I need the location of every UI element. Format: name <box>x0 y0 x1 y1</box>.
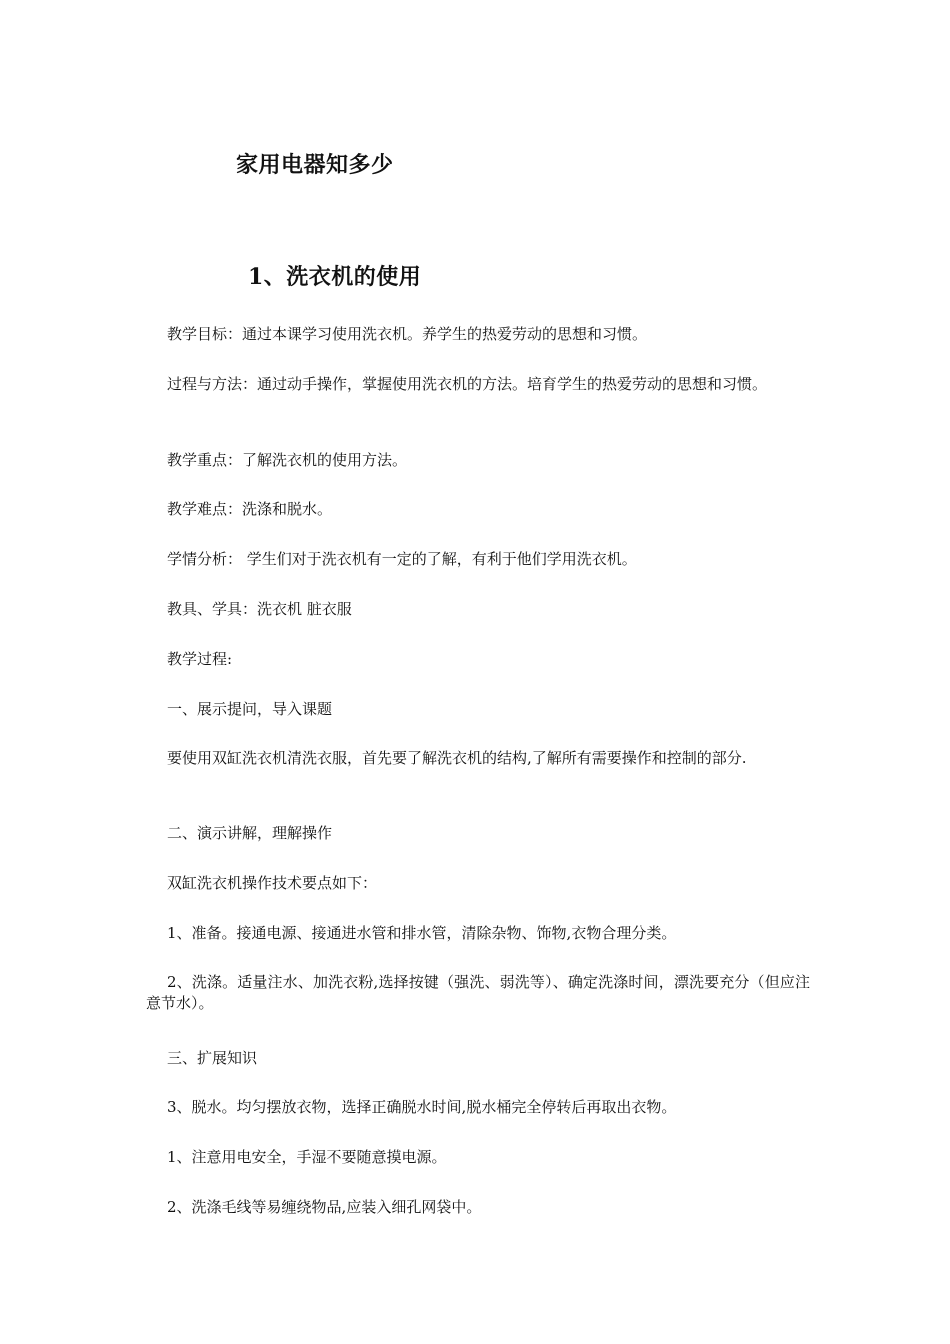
paragraph-learner-analysis: 学情分析： 学生们对于洗衣机有一定的了解，有利于他们学用洗衣机。 <box>167 550 637 568</box>
paragraph-key-point: 教学重点：了解洗衣机的使用方法。 <box>167 451 408 469</box>
paragraph-teaching-process: 教学过程: <box>167 650 233 668</box>
paragraph-process-method: 过程与方法：通过动手操作，掌握使用洗衣机的方法。培育学生的热爱劳动的思想和习惯。 <box>167 375 768 393</box>
list-item-preparation: 1、准备。接通电源、接通进水管和排水管，清除杂物、饰物,衣物合理分类。 <box>167 924 677 942</box>
paragraph-difficulty: 教学难点：洗涤和脱水。 <box>167 500 333 518</box>
list-item-washing: 2、洗涤。适量注水、加洗衣粉,选择按键（强洗、弱洗等）、确定洗涤时间，漂洗要充分（但应注意节水）。 <box>146 973 810 1012</box>
paragraph-intro: 要使用双缸洗衣机清洗衣服，首先要了解洗衣机的结构,了解所有需要操作和控制的部分. <box>167 749 747 767</box>
paragraph-teaching-tools: 教具、学具：洗衣机 脏衣服 <box>167 600 352 618</box>
section-heading-2: 二、演示讲解，理解操作 <box>167 824 333 842</box>
lesson-title: 1、洗衣机的使用 <box>248 264 422 290</box>
list-item-wool-items: 2、洗涤毛线等易缠绕物品,应装入细孔网袋中。 <box>167 1198 482 1216</box>
list-item-electric-safety: 1、注意用电安全，手湿不要随意摸电源。 <box>167 1148 447 1166</box>
section-heading-3: 三、扩展知识 <box>167 1049 258 1067</box>
paragraph-teaching-goal: 教学目标：通过本课学习使用洗衣机。养学生的热爱劳动的思想和习惯。 <box>167 325 648 343</box>
section-heading-1: 一、展示提问，导入课题 <box>167 700 333 718</box>
paragraph-operation-points: 双缸洗衣机操作技术要点如下： <box>167 874 378 892</box>
document-title: 家用电器知多少 <box>236 152 394 178</box>
list-item-spin-dry: 3、脱水。均匀摆放衣物，选择正确脱水时间,脱水桶完全停转后再取出衣物。 <box>167 1098 677 1116</box>
